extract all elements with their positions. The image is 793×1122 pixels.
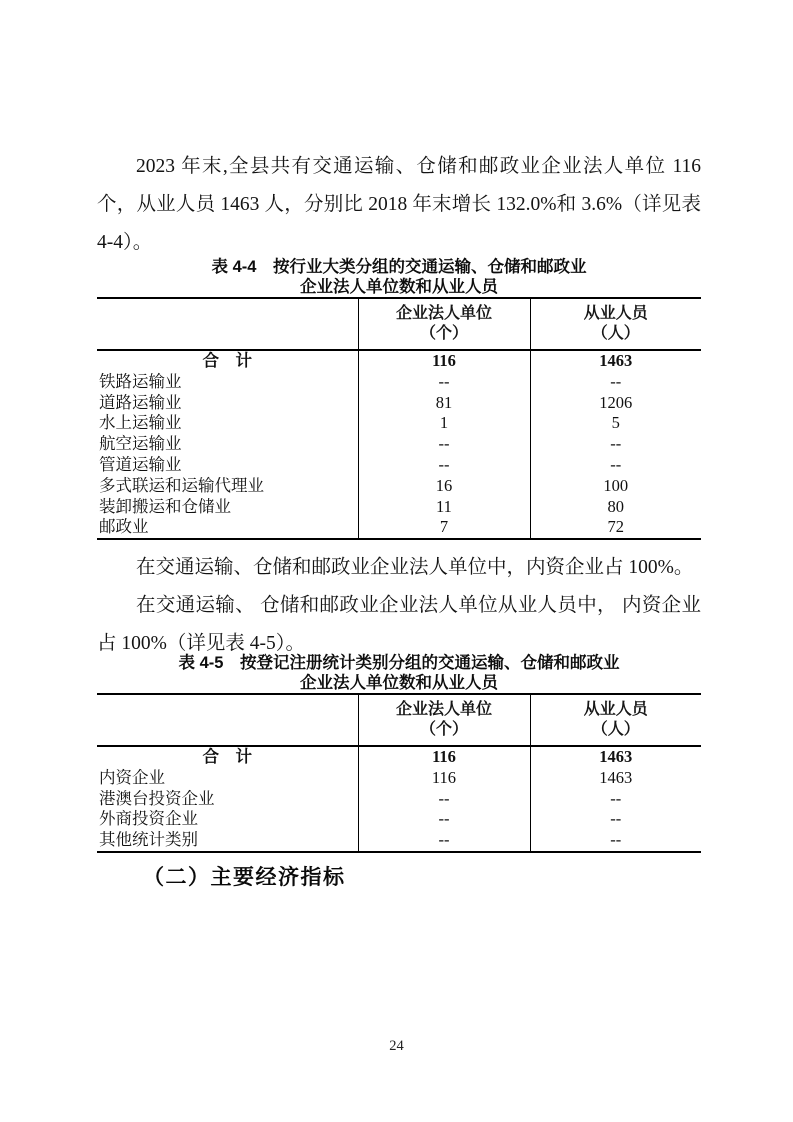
- row-units: --: [358, 455, 530, 476]
- table-row: [97, 789, 701, 810]
- table-4-5-header-row: [97, 694, 701, 746]
- table-row: [97, 809, 701, 830]
- header-employees-line2: （人）: [591, 325, 640, 342]
- table-row: [97, 768, 701, 789]
- header-legal-units: [358, 298, 530, 350]
- header-employees: [530, 298, 701, 350]
- page-number: 24: [389, 1038, 404, 1054]
- row-label: 水上运输业: [99, 413, 182, 433]
- paragraph-domestic-units: 在交通运输、仓储和邮政业企业法人单位中，内资企业占 100%。: [136, 557, 694, 578]
- section-heading: （二）主要经济指标: [143, 865, 346, 889]
- row-units: 7: [358, 517, 530, 539]
- row-persons: --: [530, 434, 701, 455]
- header-stub: [97, 694, 358, 746]
- row-persons: 1463: [530, 768, 701, 789]
- row-units: 11: [358, 497, 530, 518]
- row-units: --: [358, 789, 530, 810]
- header-legal-units-line1: 企业法人单位: [395, 701, 492, 718]
- row-persons: 1463: [530, 746, 701, 768]
- row-label: 航空运输业: [99, 434, 182, 454]
- row-label: 外商投资企业: [99, 809, 198, 829]
- row-persons: --: [530, 372, 701, 393]
- row-label: 合 计: [202, 747, 252, 766]
- table-4-4-title: [97, 258, 701, 297]
- header-legal-units-line1: 企业法人单位: [395, 305, 492, 322]
- table-row: [97, 476, 701, 497]
- row-persons: 80: [530, 497, 701, 518]
- row-label: 合 计: [202, 351, 252, 370]
- row-label: 道路运输业: [99, 392, 182, 412]
- table-4-4-title-line1: 表 4-4 按行业大类分组的交通运输、仓储和邮政业: [211, 258, 587, 276]
- table-row: [97, 413, 701, 434]
- row-label: 管道运输业: [99, 454, 182, 474]
- header-employees-line1: 从业人员: [583, 701, 648, 718]
- row-units: --: [358, 809, 530, 830]
- header-legal-units: [358, 694, 530, 746]
- header-employees: [530, 694, 701, 746]
- paragraph-domestic-persons: 在交通运输、 仓储和邮政业企业法人单位从业人员中， 内资企业占 100%（详见表 4-5）。: [97, 595, 701, 654]
- row-label: 多式联运和运输代理业: [99, 475, 264, 495]
- table-row: [97, 393, 701, 414]
- row-persons: --: [530, 455, 701, 476]
- row-units: 116: [358, 746, 530, 768]
- table-4-4-header-row: [97, 298, 701, 350]
- row-units: --: [358, 830, 530, 852]
- row-label: 铁路运输业: [99, 371, 182, 391]
- table-row-total: [97, 746, 701, 768]
- table-4-5-title-line2: 企业法人单位数和从业人员: [300, 673, 498, 692]
- paragraph-intro: 2023 年末,全县共有交通运输、仓储和邮政业企业法人单位 116 个，从业人员 1463 人，分别比 2018 年末增长 132.0%和 3.6%（详见表 4-4）。: [97, 156, 701, 253]
- row-units: --: [358, 372, 530, 393]
- table-row-total: [97, 350, 701, 372]
- row-persons: 1206: [530, 393, 701, 414]
- row-units: 81: [358, 393, 530, 414]
- table-row: [97, 517, 701, 539]
- row-label: 邮政业: [99, 517, 149, 537]
- row-units: 1: [358, 413, 530, 434]
- row-units: 16: [358, 476, 530, 497]
- table-row: [97, 372, 701, 393]
- row-label: 其他统计类别: [99, 830, 198, 850]
- row-persons: --: [530, 789, 701, 810]
- header-employees-line2: （人）: [591, 721, 640, 738]
- row-label: 内资企业: [99, 767, 165, 787]
- row-persons: 1463: [530, 350, 701, 372]
- row-persons: --: [530, 830, 701, 852]
- table-row: [97, 434, 701, 455]
- header-employees-line1: 从业人员: [583, 305, 648, 322]
- row-persons: --: [530, 809, 701, 830]
- row-persons: 100: [530, 476, 701, 497]
- row-persons: 72: [530, 517, 701, 539]
- row-units: --: [358, 434, 530, 455]
- table-row: [97, 497, 701, 518]
- header-legal-units-line2: （个）: [419, 721, 468, 738]
- row-label: 装卸搬运和仓储业: [99, 496, 231, 516]
- header-stub: [97, 298, 358, 350]
- table-4-5-title-line1: 表 4-5 按登记注册统计类别分组的交通运输、仓储和邮政业: [178, 654, 620, 672]
- header-legal-units-line2: （个）: [419, 325, 468, 342]
- table-4-5: [97, 693, 701, 853]
- table-4-5-title: [97, 654, 701, 693]
- table-4-4: [97, 297, 701, 540]
- row-units: 116: [358, 768, 530, 789]
- row-label: 港澳台投资企业: [99, 788, 215, 808]
- table-row: [97, 455, 701, 476]
- row-persons: 5: [530, 413, 701, 434]
- table-row: [97, 830, 701, 852]
- table-4-4-title-line2: 企业法人单位数和从业人员: [300, 277, 498, 296]
- row-units: 116: [358, 350, 530, 372]
